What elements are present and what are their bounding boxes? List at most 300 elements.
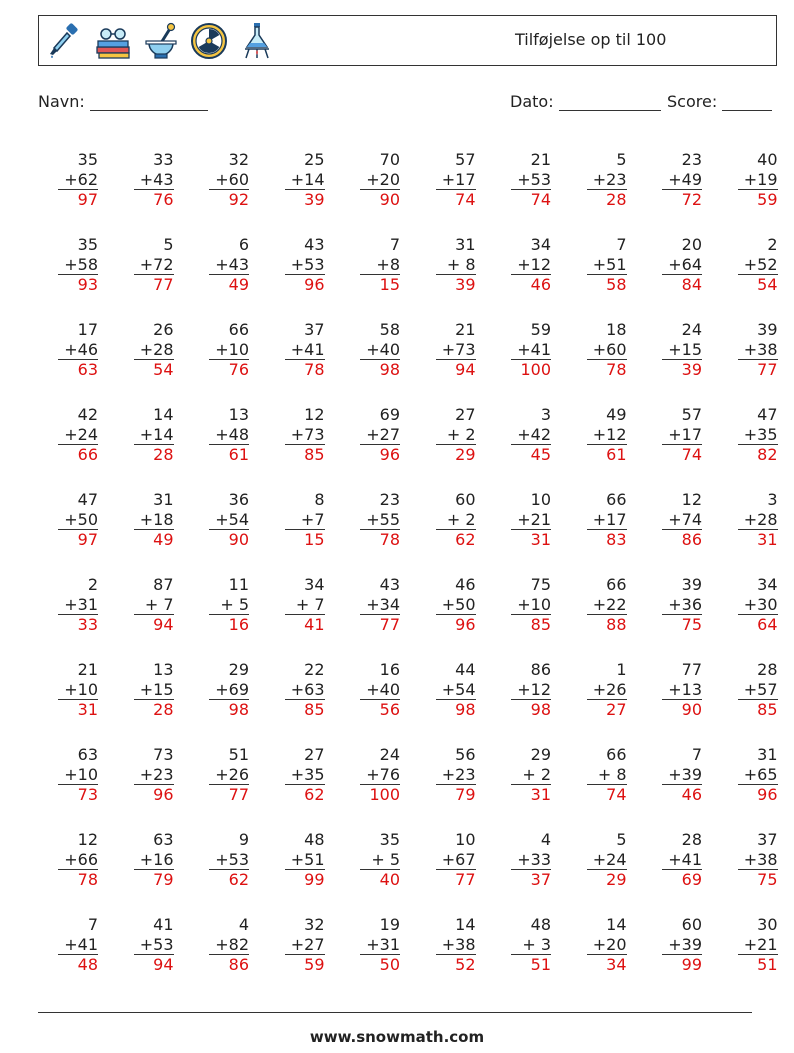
answer: 15 — [360, 274, 400, 295]
problem-cell — [340, 575, 400, 635]
addend-bottom: +35 — [290, 764, 325, 784]
footer-site: www.snowmath.com — [309, 1028, 485, 1046]
addend-top: 56 — [455, 745, 476, 764]
answer: 98 — [360, 359, 400, 380]
addend-top: 51 — [228, 745, 249, 764]
addend-bottom: +53 — [517, 169, 551, 189]
addend-top: 48 — [304, 830, 325, 849]
problem-cell — [38, 405, 98, 465]
answer: 72 — [662, 189, 702, 210]
addend-top: 10 — [530, 490, 551, 509]
problem-cell — [642, 320, 702, 380]
problem-cell — [567, 915, 627, 975]
answer: 94 — [134, 614, 174, 635]
addend-bottom: +41 — [517, 339, 551, 359]
answer: 74 — [511, 189, 551, 210]
problem-cell — [38, 915, 98, 975]
addend-bottom: +21 — [743, 934, 778, 954]
answer: 78 — [587, 359, 627, 380]
addend-top: 10 — [455, 830, 476, 849]
problem-cell — [718, 150, 778, 210]
addend-bottom: +38 — [441, 934, 476, 954]
problem-cell — [642, 235, 702, 295]
addend-bottom: +31 — [64, 594, 98, 614]
score-label: Score: — [667, 92, 718, 111]
addend-top: 75 — [530, 575, 551, 594]
addend-bottom: +23 — [139, 764, 174, 784]
problem-cell — [114, 490, 174, 550]
answer: 50 — [360, 954, 400, 975]
answer: 94 — [436, 359, 476, 380]
addend-top: 43 — [379, 575, 400, 594]
addend-bottom: +17 — [592, 509, 627, 529]
name-field[interactable] — [38, 92, 208, 111]
date-blank[interactable] — [559, 94, 661, 111]
addend-top: 12 — [681, 490, 702, 509]
addend-bottom: +49 — [668, 169, 702, 189]
answer: 100 — [511, 359, 551, 380]
addend-bottom: +50 — [441, 594, 476, 614]
answer: 28 — [587, 189, 627, 210]
answer: 96 — [738, 784, 778, 805]
addend-bottom: +28 — [743, 509, 778, 529]
addend-bottom: +53 — [139, 934, 174, 954]
addend-bottom: +36 — [668, 594, 702, 614]
addend-top: 5 — [616, 830, 627, 849]
answer: 61 — [587, 444, 627, 465]
addend-top: 12 — [304, 405, 325, 424]
answer: 59 — [738, 189, 778, 210]
answer: 90 — [360, 189, 400, 210]
addend-bottom: +12 — [592, 424, 627, 444]
problem-cell — [642, 830, 702, 890]
problem-cell — [567, 320, 627, 380]
addend-top: 5 — [163, 235, 174, 254]
addend-bottom: + 7 — [144, 594, 174, 614]
problem-cell — [38, 745, 98, 805]
addend-top: 39 — [681, 575, 702, 594]
date-label: Dato: — [510, 92, 554, 111]
answer: 78 — [360, 529, 400, 550]
problem-cell — [491, 575, 551, 635]
problem-cell — [491, 405, 551, 465]
addend-top: 24 — [379, 745, 400, 764]
addend-top: 8 — [314, 490, 325, 509]
addend-bottom: +39 — [668, 764, 702, 784]
addend-bottom: +20 — [366, 169, 400, 189]
answer: 85 — [285, 444, 325, 465]
answer: 62 — [436, 529, 476, 550]
answer: 15 — [285, 529, 325, 550]
problem-cell — [114, 660, 174, 720]
addend-top: 5 — [616, 150, 627, 169]
answer: 97 — [58, 529, 98, 550]
problem-cell — [642, 745, 702, 805]
answer: 27 — [587, 699, 627, 720]
answer: 96 — [134, 784, 174, 805]
problem-cell — [189, 830, 249, 890]
addend-bottom: +10 — [517, 594, 551, 614]
addend-bottom: +33 — [517, 849, 551, 869]
addend-bottom: +41 — [668, 849, 702, 869]
addend-top: 32 — [304, 915, 325, 934]
answer: 51 — [738, 954, 778, 975]
addend-bottom: + 5 — [371, 849, 400, 869]
addend-top: 42 — [77, 405, 98, 424]
problem-cell — [491, 320, 551, 380]
addend-bottom: +66 — [64, 849, 98, 869]
problem-cell — [189, 660, 249, 720]
problem-cell — [265, 235, 325, 295]
score-field[interactable] — [667, 92, 772, 111]
problem-cell — [340, 830, 400, 890]
addend-top: 37 — [757, 830, 778, 849]
addend-top: 21 — [77, 660, 98, 679]
answer: 96 — [360, 444, 400, 465]
addend-bottom: + 2 — [522, 764, 551, 784]
addend-bottom: +40 — [366, 679, 400, 699]
answer: 45 — [511, 444, 551, 465]
addend-bottom: +20 — [592, 934, 627, 954]
addend-bottom: +60 — [592, 339, 627, 359]
addend-top: 34 — [304, 575, 325, 594]
addend-bottom: +34 — [366, 594, 400, 614]
problem-cell — [416, 150, 476, 210]
addend-top: 44 — [455, 660, 476, 679]
addend-top: 31 — [455, 235, 476, 254]
answer: 29 — [436, 444, 476, 465]
addend-top: 48 — [530, 915, 551, 934]
problem-cell — [567, 490, 627, 550]
answer: 63 — [58, 359, 98, 380]
addend-top: 47 — [757, 405, 778, 424]
answer: 37 — [511, 869, 551, 890]
addend-top: 59 — [530, 320, 551, 339]
addend-top: 12 — [77, 830, 98, 849]
problem-cell — [265, 830, 325, 890]
answer: 61 — [209, 444, 249, 465]
answer: 98 — [511, 699, 551, 720]
answer: 100 — [360, 784, 400, 805]
answer: 51 — [511, 954, 551, 975]
problem-cell — [567, 150, 627, 210]
problem-cell — [718, 575, 778, 635]
problem-cell — [114, 405, 174, 465]
addend-top: 28 — [681, 830, 702, 849]
addend-bottom: +17 — [441, 169, 476, 189]
problem-cell — [189, 915, 249, 975]
problem-cell — [189, 405, 249, 465]
answer: 75 — [738, 869, 778, 890]
problem-cell — [265, 490, 325, 550]
answer: 40 — [360, 869, 400, 890]
answer: 39 — [662, 359, 702, 380]
answer: 98 — [436, 699, 476, 720]
addend-bottom: +17 — [668, 424, 702, 444]
addend-bottom: + 5 — [220, 594, 249, 614]
addend-bottom: +31 — [366, 934, 400, 954]
addend-top: 9 — [238, 830, 249, 849]
addend-top: 22 — [304, 660, 325, 679]
problem-cell — [491, 150, 551, 210]
addend-top: 31 — [153, 490, 174, 509]
problem-cell — [642, 150, 702, 210]
addend-bottom: +7 — [300, 509, 325, 529]
problem-cell — [265, 660, 325, 720]
addend-bottom: +27 — [290, 934, 325, 954]
addend-top: 87 — [153, 575, 174, 594]
addend-top: 36 — [228, 490, 249, 509]
addend-bottom: +53 — [215, 849, 249, 869]
addend-bottom: +48 — [215, 424, 249, 444]
addend-top: 7 — [389, 235, 400, 254]
addend-bottom: +28 — [139, 339, 174, 359]
problem-cell — [718, 915, 778, 975]
addend-top: 57 — [681, 405, 702, 424]
answer: 83 — [587, 529, 627, 550]
problem-cell — [265, 745, 325, 805]
addend-top: 14 — [455, 915, 476, 934]
problem-cell — [38, 490, 98, 550]
answer: 88 — [587, 614, 627, 635]
radiation-icon — [189, 21, 229, 61]
addend-top: 27 — [304, 745, 325, 764]
answer: 54 — [738, 274, 778, 295]
addend-top: 63 — [77, 745, 98, 764]
problem-cell — [567, 575, 627, 635]
addend-top: 57 — [455, 150, 476, 169]
addend-bottom: +65 — [743, 764, 778, 784]
score-blank[interactable] — [722, 94, 772, 111]
addend-top: 66 — [606, 490, 627, 509]
answer: 85 — [285, 699, 325, 720]
answer: 79 — [134, 869, 174, 890]
addend-bottom: +19 — [743, 169, 778, 189]
answer: 75 — [662, 614, 702, 635]
addend-bottom: +82 — [215, 934, 249, 954]
problem-cell — [38, 660, 98, 720]
addend-top: 3 — [767, 490, 778, 509]
problem-cell — [114, 235, 174, 295]
addend-top: 49 — [606, 405, 627, 424]
addend-top: 4 — [540, 830, 551, 849]
addend-top: 24 — [681, 320, 702, 339]
addend-bottom: +24 — [592, 849, 627, 869]
answer: 48 — [58, 954, 98, 975]
addend-bottom: +41 — [64, 934, 98, 954]
problem-cell — [189, 235, 249, 295]
problem-cell — [491, 660, 551, 720]
addend-top: 66 — [606, 745, 627, 764]
problem-cell — [416, 320, 476, 380]
addend-top: 41 — [153, 915, 174, 934]
date-field[interactable] — [510, 92, 661, 111]
answer: 78 — [58, 869, 98, 890]
problem-cell — [567, 405, 627, 465]
problem-cell — [718, 490, 778, 550]
addend-top: 60 — [681, 915, 702, 934]
addend-top: 1 — [616, 660, 627, 679]
problem-cell — [114, 745, 174, 805]
addend-bottom: +72 — [139, 254, 174, 274]
addend-top: 21 — [530, 150, 551, 169]
answer: 31 — [511, 784, 551, 805]
addend-top: 35 — [77, 235, 98, 254]
addend-bottom: +10 — [64, 764, 98, 784]
answer: 93 — [58, 274, 98, 295]
addend-bottom: +54 — [215, 509, 249, 529]
answer: 78 — [285, 359, 325, 380]
problem-cell — [114, 830, 174, 890]
goggles-books-icon — [93, 21, 133, 61]
addend-top: 77 — [681, 660, 702, 679]
problem-cell — [491, 915, 551, 975]
answer: 99 — [285, 869, 325, 890]
addend-bottom: +76 — [366, 764, 400, 784]
problem-cell — [189, 575, 249, 635]
answer: 69 — [662, 869, 702, 890]
problem-cell — [416, 915, 476, 975]
addend-bottom: +62 — [64, 169, 98, 189]
answer: 96 — [436, 614, 476, 635]
addend-top: 20 — [681, 235, 702, 254]
addend-top: 3 — [540, 405, 551, 424]
addend-bottom: +13 — [668, 679, 702, 699]
answer: 66 — [58, 444, 98, 465]
problem-cell — [38, 320, 98, 380]
answer: 98 — [209, 699, 249, 720]
addend-bottom: +64 — [668, 254, 702, 274]
addend-top: 37 — [304, 320, 325, 339]
answer: 64 — [738, 614, 778, 635]
addend-bottom: +51 — [290, 849, 325, 869]
answer: 86 — [662, 529, 702, 550]
problem-cell — [38, 830, 98, 890]
addend-bottom: +43 — [139, 169, 174, 189]
addend-top: 23 — [681, 150, 702, 169]
answer: 29 — [587, 869, 627, 890]
addend-bottom: +46 — [64, 339, 98, 359]
answer: 90 — [209, 529, 249, 550]
addend-bottom: + 2 — [446, 509, 476, 529]
addend-top: 13 — [228, 405, 249, 424]
answer: 62 — [285, 784, 325, 805]
addend-bottom: +53 — [290, 254, 325, 274]
answer: 41 — [285, 614, 325, 635]
problem-cell — [642, 490, 702, 550]
answer: 56 — [360, 699, 400, 720]
flask-burner-icon — [237, 21, 277, 61]
answer: 39 — [436, 274, 476, 295]
addend-bottom: +26 — [592, 679, 627, 699]
addend-top: 4 — [238, 915, 249, 934]
answer: 74 — [436, 189, 476, 210]
problem-cell — [416, 745, 476, 805]
addend-bottom: +58 — [64, 254, 98, 274]
problem-cell — [642, 915, 702, 975]
answer: 77 — [360, 614, 400, 635]
answer: 97 — [58, 189, 98, 210]
answer: 77 — [436, 869, 476, 890]
addend-top: 35 — [379, 830, 400, 849]
name-blank[interactable] — [90, 94, 208, 111]
addend-top: 66 — [606, 575, 627, 594]
answer: 39 — [285, 189, 325, 210]
addend-top: 19 — [379, 915, 400, 934]
answer: 85 — [738, 699, 778, 720]
addend-bottom: +18 — [139, 509, 174, 529]
addend-bottom: +50 — [64, 509, 98, 529]
addend-top: 6 — [238, 235, 249, 254]
answer: 28 — [134, 699, 174, 720]
addend-bottom: + 7 — [295, 594, 325, 614]
answer: 46 — [662, 784, 702, 805]
answer: 94 — [134, 954, 174, 975]
addend-top: 23 — [379, 490, 400, 509]
answer: 84 — [662, 274, 702, 295]
addend-bottom: +14 — [290, 169, 325, 189]
addend-bottom: + 3 — [522, 934, 551, 954]
addend-bottom: +73 — [441, 339, 476, 359]
name-label: Navn: — [38, 92, 85, 111]
problem-cell — [491, 830, 551, 890]
icon-strip — [45, 21, 277, 63]
answer: 92 — [209, 189, 249, 210]
addend-top: 46 — [455, 575, 476, 594]
answer: 31 — [58, 699, 98, 720]
addend-top: 60 — [455, 490, 476, 509]
answer: 76 — [134, 189, 174, 210]
addend-bottom: +41 — [290, 339, 325, 359]
answer: 49 — [209, 274, 249, 295]
addend-bottom: +69 — [215, 679, 249, 699]
addend-top: 18 — [606, 320, 627, 339]
answer: 77 — [209, 784, 249, 805]
addend-top: 14 — [606, 915, 627, 934]
problem-cell — [340, 660, 400, 720]
answer: 79 — [436, 784, 476, 805]
answer: 31 — [738, 529, 778, 550]
problem-cell — [114, 915, 174, 975]
addend-bottom: +39 — [668, 934, 702, 954]
addend-bottom: + 8 — [446, 254, 476, 274]
problem-cell — [189, 320, 249, 380]
addend-bottom: +43 — [215, 254, 249, 274]
addend-top: 2 — [767, 235, 778, 254]
addend-top: 33 — [153, 150, 174, 169]
addend-bottom: +55 — [366, 509, 400, 529]
addend-bottom: +26 — [215, 764, 249, 784]
problem-cell — [491, 235, 551, 295]
addend-top: 27 — [455, 405, 476, 424]
page-title: Tilføjelse op til 100 — [515, 30, 667, 49]
addend-bottom: + 8 — [597, 764, 627, 784]
answer: 62 — [209, 869, 249, 890]
addend-top: 29 — [530, 745, 551, 764]
problem-cell — [718, 745, 778, 805]
addend-bottom: +14 — [139, 424, 174, 444]
addend-top: 7 — [87, 915, 98, 934]
addend-top: 35 — [77, 150, 98, 169]
addend-bottom: +60 — [215, 169, 249, 189]
addend-bottom: +23 — [441, 764, 476, 784]
problem-cell — [567, 830, 627, 890]
addend-top: 29 — [228, 660, 249, 679]
answer: 90 — [662, 699, 702, 720]
addend-bottom: +73 — [290, 424, 325, 444]
problem-cell — [567, 660, 627, 720]
pipette-icon — [45, 21, 85, 61]
